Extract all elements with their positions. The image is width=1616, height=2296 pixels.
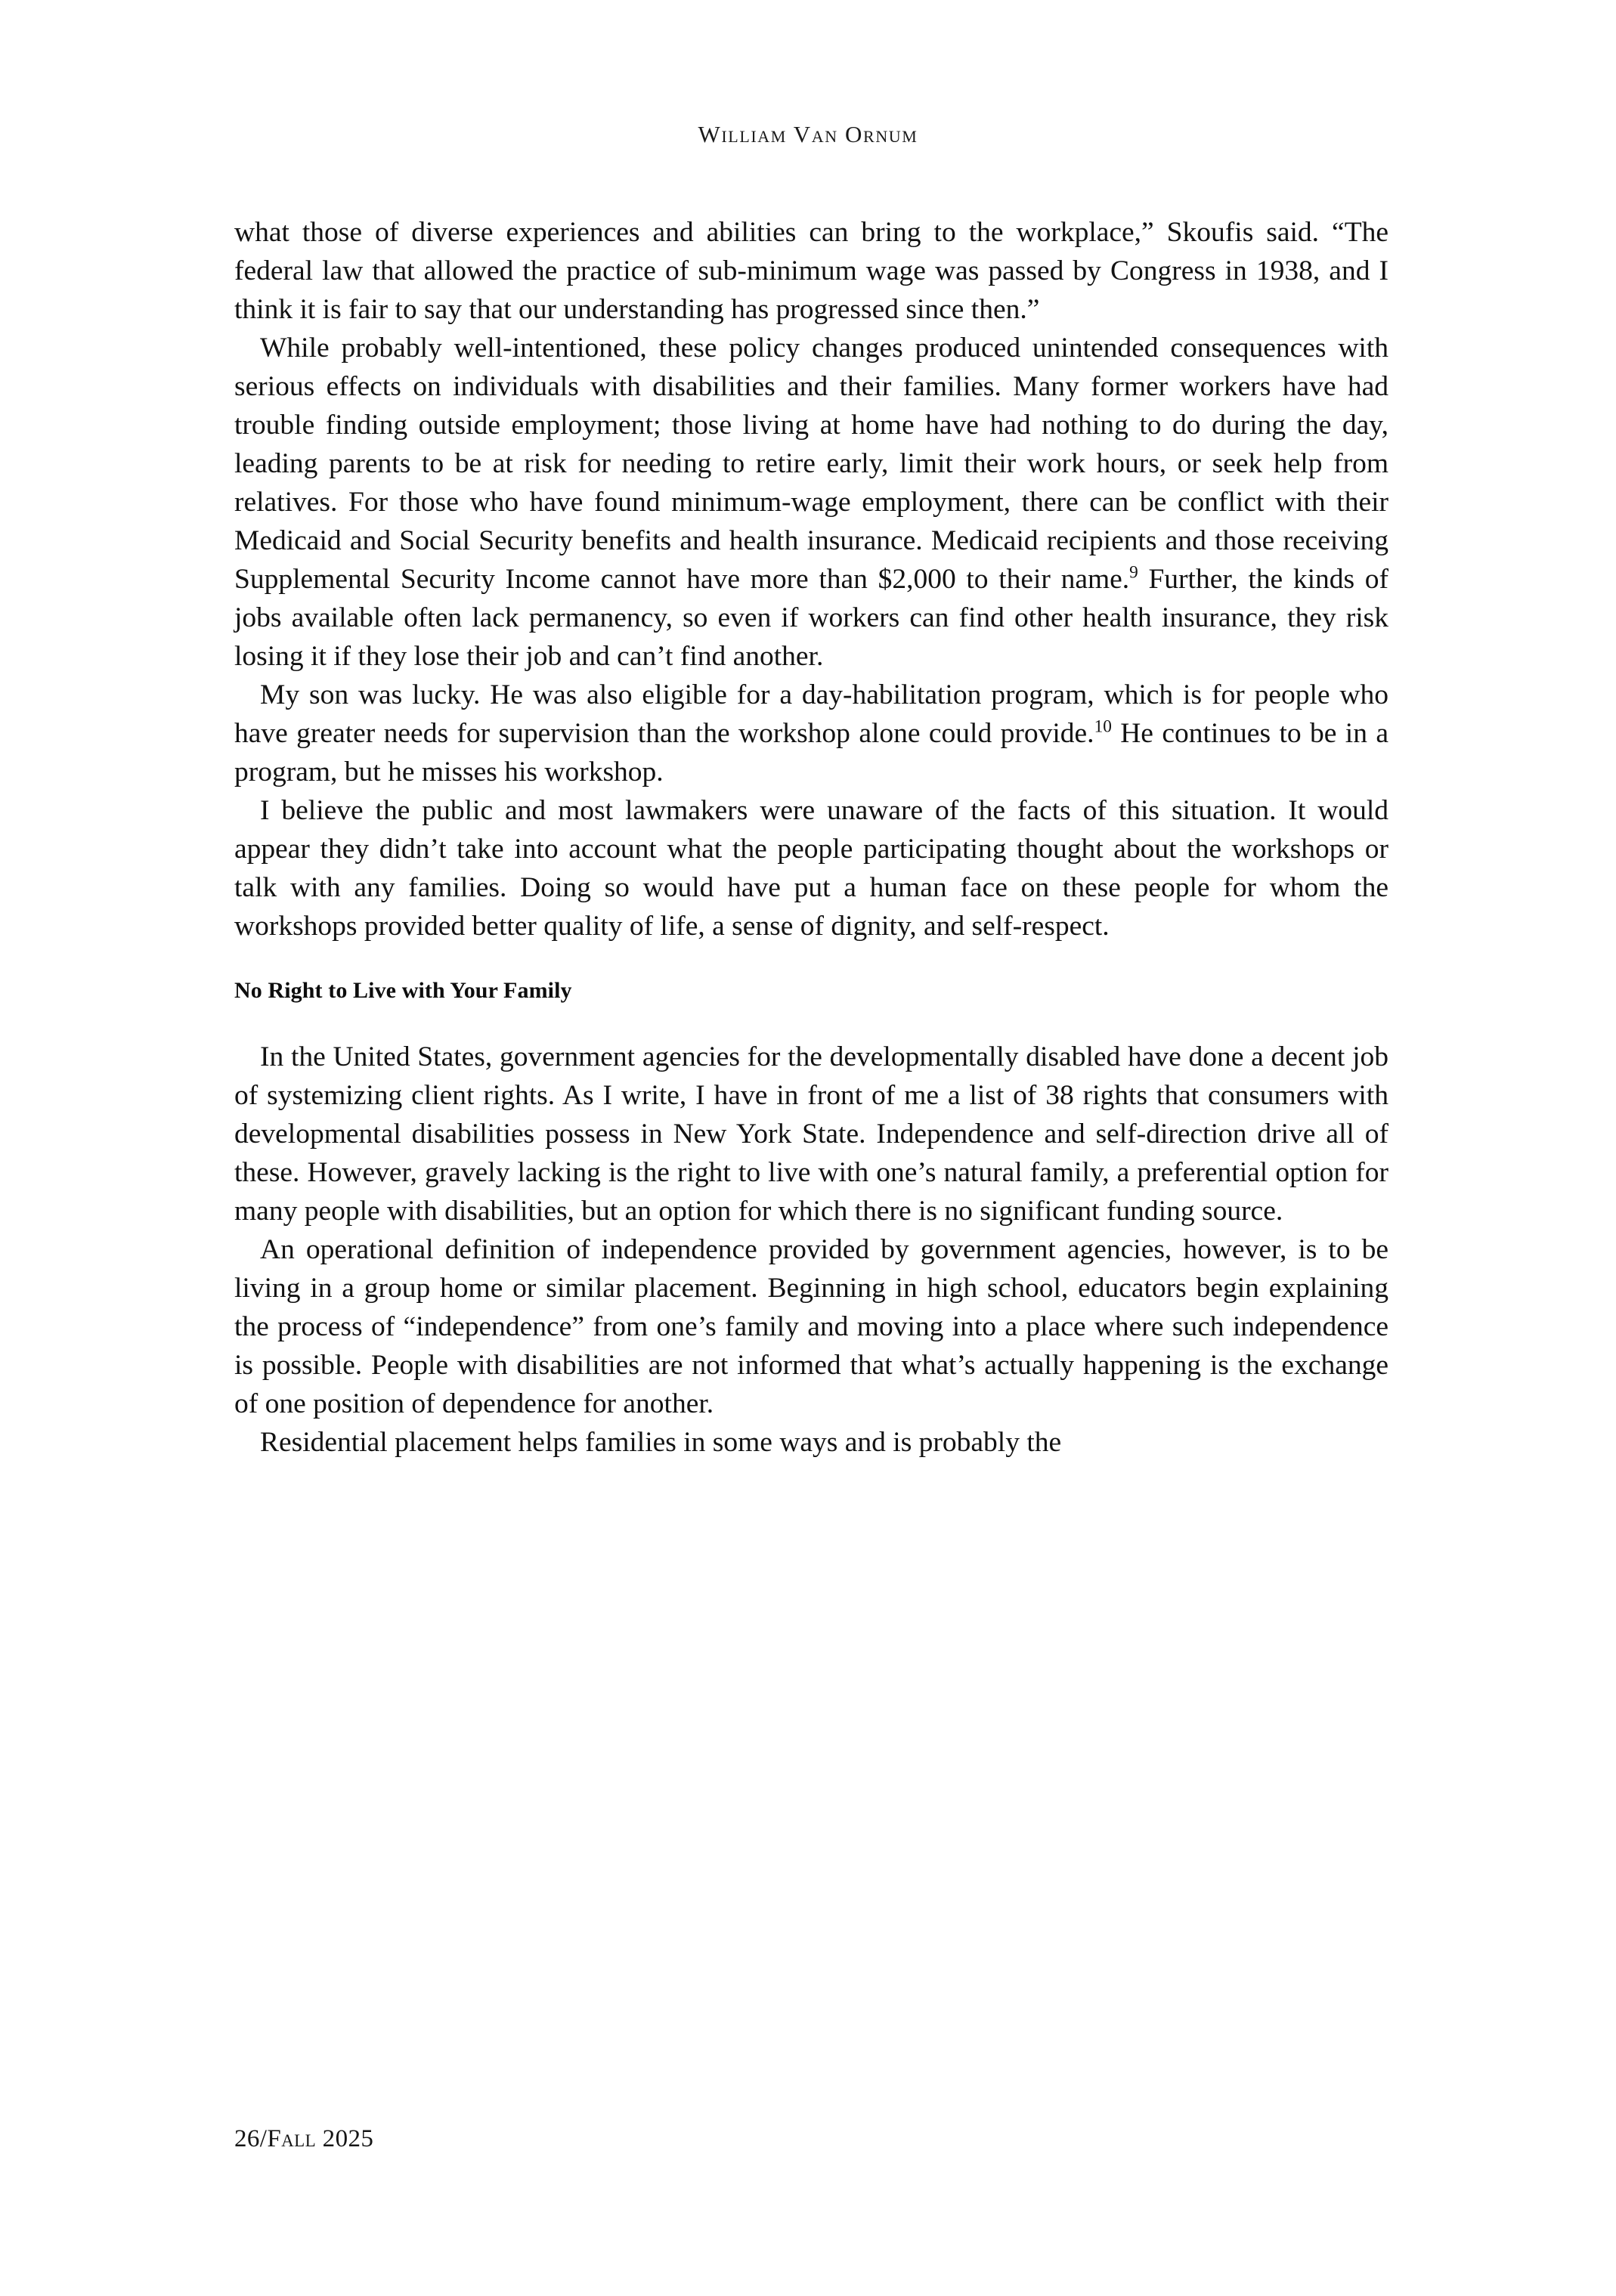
- footnote-marker-10[interactable]: 10: [1094, 716, 1112, 737]
- body-text-column: [234, 213, 1388, 1462]
- paragraph-1: what those of diverse experiences and abilities can bring to the workplace,” Skoufis said. “The federal law that allowed the practice of sub-minimum wage was passed by Congress in 1938, and I think it is fair to say that our understanding has progressed since then.”: [234, 217, 1388, 325]
- paragraph-3-text-before-footnote: My son was lucky. He was also eligible for a day-habilitation program, which is for people who have greater needs for supervision than the workshop alone could provide.: [234, 679, 1388, 749]
- paragraph-6: An operational definition of independence provided by government agencies, however, is to be living in a group home or similar placement. Beginning in high school, educators begin explaining the process of “independence” from one’s family and moving into a place where such independence is possible. People with disabilities are not informed that what’s actually happening is the exchange of one position of dependence for another.: [234, 1234, 1388, 1419]
- spacer-before-section-heading: [234, 945, 1388, 976]
- spacer-after-section-heading: [234, 1006, 1388, 1038]
- paragraph-3: [234, 676, 1388, 791]
- paragraph-5: In the United States, government agencies for the developmentally disabled have done a decent job of systemizing client rights. As I write, I have in front of me a list of 38 rights that consumers with developmental disabilities possess in New York State. Independence and self-direction drive all of these. However, gravely lacking is the right to live with one’s natural family, a preferential option for many people with disabilities, but an option for which there is no significant funding source.: [234, 1041, 1388, 1227]
- paragraph-7: Residential placement helps families in some ways and is probably the: [260, 1427, 1062, 1458]
- footnote-marker-9[interactable]: 9: [1129, 562, 1138, 583]
- page-folio: 26/Fall 2025: [234, 2125, 374, 2152]
- paragraph-2: [234, 329, 1388, 676]
- paragraph-3-text-after-footnote: He continues to be in a program, but he misses his workshop.: [234, 718, 1388, 788]
- paragraph-2-text-before-footnote: While probably well-intentioned, these policy changes produced unintended consequences with serious effects on individuals with disabilities and their families. Many former workers have had trouble finding outside employment; those living at home have had nothing to do during the day, leading parents to be at risk for needing to retire early, limit their work hours, or seek help from relatives. For those who have found minimum-wage employment, there can be conflict with their Medicaid and Social Security benefits and health insurance. Medicaid recipients and those receiving Supplemental Security Income cannot have more than $2,000 to their name.: [234, 333, 1388, 595]
- paragraph-4: I believe the public and most lawmakers were unaware of the facts of this situation. It would appear they didn’t take into account what the people participating thought about the workshops or talk with any families. Doing so would have put a human face on these people for whom the workshops provided better quality of life, a sense of dignity, and self-respect.: [234, 795, 1388, 942]
- running-head: William Van Ornum: [698, 121, 918, 147]
- paragraph-2-text-after-footnote: Further, the kinds of jobs available often lack permanency, so even if workers can find other health insurance, they risk losing it if they lose their job and can’t find another.: [234, 564, 1388, 672]
- section-heading: No Right to Live with Your Family: [234, 978, 572, 1003]
